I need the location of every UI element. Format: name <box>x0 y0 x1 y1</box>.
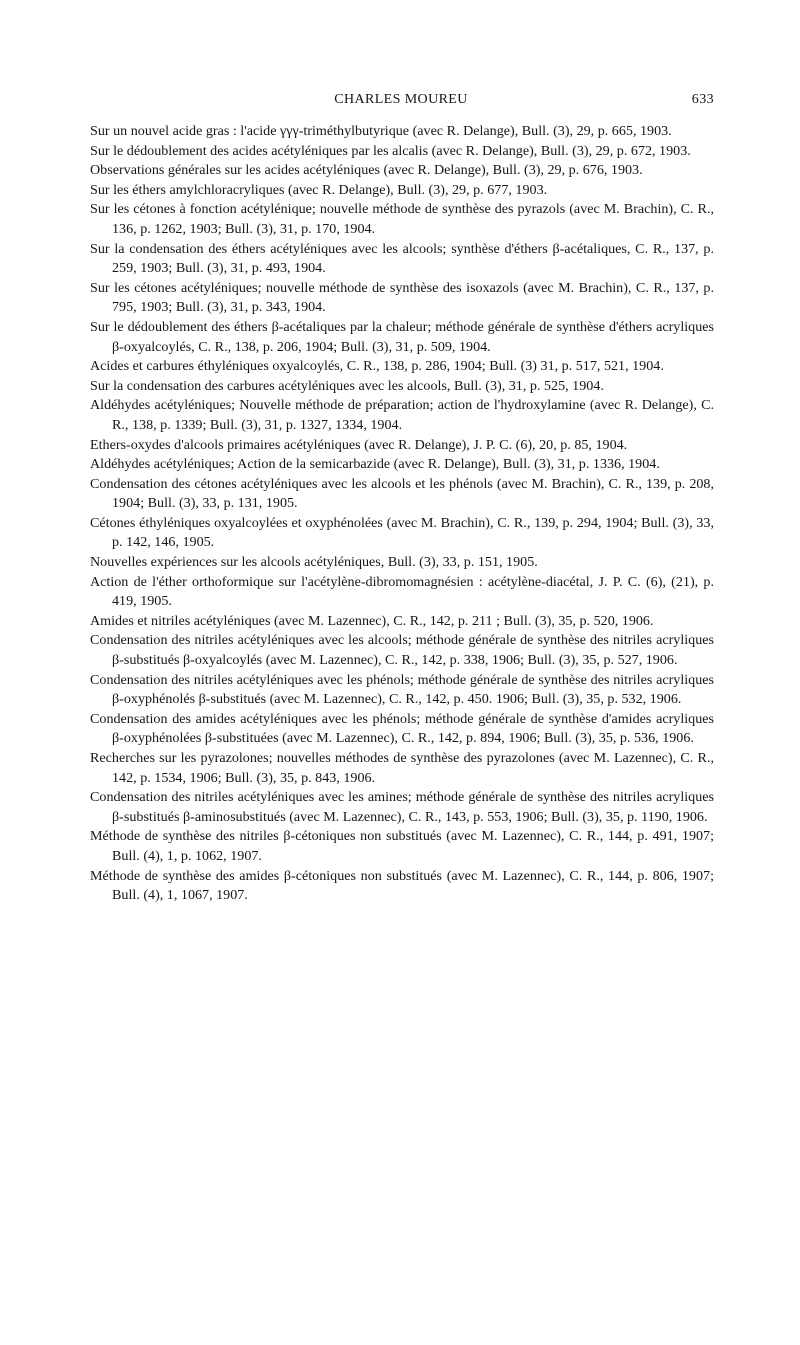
bibliography-entry: Cétones éthyléniques oxyalcoylées et oxyphénolées (avec M. Brachin), C. R., 139, p. 294, 1904; Bull. (3), 33, p. 142, 146, 1905. <box>90 514 714 551</box>
running-head-author: CHARLES MOUREU <box>334 92 468 107</box>
running-head <box>88 92 714 112</box>
bibliography-entry: Sur un nouvel acide gras : l'acide γγγ-triméthylbutyrique (avec R. Delange), Bull. (3), 29, p. 665, 1903. <box>90 123 672 139</box>
bibliography-entry: Aldéhydes acétyléniques; Nouvelle méthode de préparation; action de l'hydroxylamine (avec R. Delange), C. R., 138, p. 1339; Bull. (3), 31, p. 1327, 1334, 1904. <box>90 397 714 433</box>
bibliography-entry: Aldéhydes acétyléniques; Action de la semicarbazide (avec R. Delange), Bull. (3), 31, p. 1336, 1904. <box>90 456 660 473</box>
bibliography-entry: Sur la condensation des éthers acétyléniques avec les alcools; synthèse d'éthers β-acétaliques, C. R., 137, p. 259, 1903; Bull. (3), 31, p. 493, 1904. <box>90 240 714 277</box>
bibliography-entry: Condensation des nitriles acétyléniques avec les phénols; méthode générale de synthèse des nitriles acryliques β-oxyphénolés β-substitués (avec M. Lazennec), C. R., 142, p. 450. 1906; Bull. (3), 35, p. 532, 1906. <box>90 671 714 708</box>
bibliography-entry: Sur les éthers amylchloracryliques (avec R. Delange), Bull. (3), 29, p. 677, 1903. <box>90 181 548 198</box>
bibliography-entry: Sur la condensation des carbures acétyléniques avec les alcools, Bull. (3), 31, p. 525, 1904. <box>90 377 604 394</box>
bibliography-entry: Ethers-oxydes d'alcools primaires acétyléniques (avec R. Delange), J. P. C. (6), 20, p. 85, 1904. <box>90 436 628 453</box>
bibliography-entry: Sur le dédoublement des acides acétyléniques par les alcalis (avec R. Delange), Bull. (3), 29, p. 672, 1903. <box>90 142 691 159</box>
bibliography-entry: Sur le dédoublement des éthers β-acétaliques par la chaleur; méthode générale de synthèse d'éthers acryliques β-oxyalcoylés, C. R., 138, p. 206, 1904; Bull. (3), 31, p. 509, 1904. <box>90 318 714 355</box>
bibliography-entry: Condensation des amides acétyléniques avec les phénols; méthode générale de synthèse d'amides acryliques β-oxyphénolées β-substituées (avec M. Lazennec), C. R., 142, p. 894, 1906; Bull. (3), 35, p. 536, 1906. <box>90 710 714 747</box>
bibliography-entry: Condensation des cétones acétyléniques avec les alcools et les phénols (avec M. Brachin), C. R., 139, p. 208, 1904; Bull. (3), 33, p. 131, 1905. <box>90 475 714 512</box>
bibliography-entry: Méthode de synthèse des amides β-cétoniques non substitués (avec M. Lazennec), C. R., 144, p. 806, 1907; Bull. (4), 1, 1067, 1907. <box>90 867 714 904</box>
bibliography-entry: Sur les cétones acétyléniques; nouvelle méthode de synthèse des isoxazols (avec M. Brachin), C. R., 137, p. 795, 1903; Bull. (3), 31, p. 343, 1904. <box>90 279 714 316</box>
bibliography-entry: Condensation des nitriles acétyléniques avec les amines; méthode générale de synthèse des nitriles acryliques β-substitués β-aminosubstitués (avec M. Lazennec), C. R., 143, p. 553, 1906; Bull. (3), 35, p. 1190, 1906. <box>90 789 714 825</box>
bibliography-entry: Acides et carbures éthyléniques oxyalcoylés, C. R., 138, p. 286, 1904; Bull. (3) 31, p. 517, 521, 1904. <box>90 358 664 375</box>
bibliography-entry: Action de l'éther orthoformique sur l'acétylène-dibromomagnésien : acétylène-diacétal, J. P. C. (6), (21), p. 419, 1905. <box>90 573 714 610</box>
bibliography-list <box>90 122 714 906</box>
page-number: 633 <box>691 92 714 107</box>
bibliography-entry: Nouvelles expériences sur les alcools acétyléniques, Bull. (3), 33, p. 151, 1905. <box>90 554 538 571</box>
bibliography-entry: Amides et nitriles acétyléniques (avec M. Lazennec), C. R., 142, p. 211 ; Bull. (3), 35, p. 520, 1906. <box>90 612 654 629</box>
bibliography-entry: Méthode de synthèse des nitriles β-cétoniques non substitués (avec M. Lazennec), C. R., 144, p. 491, 1907; Bull. (4), 1, p. 1062, 1907. <box>90 828 714 864</box>
bibliography-entry: Recherches sur les pyrazolones; nouvelles méthodes de synthèse des pyrazolones (avec M. Lazennec), C. R., 142, p. 1534, 1906; Bull. (3), 35, p. 843, 1906. <box>90 750 714 786</box>
bibliography-entry: Condensation des nitriles acétyléniques avec les alcools; méthode générale de synthèse des nitriles acryliques β-substitués β-oxyalcoylés (avec M. Lazennec), C. R., 142, p. 338, 1906; Bull. (3), 35, p. 527, 1906. <box>90 632 714 669</box>
bibliography-entry: Observations générales sur les acides acétyléniques (avec R. Delange), Bull. (3), 29, p. 676, 1903. <box>90 162 643 179</box>
bibliography-entry: Sur les cétones à fonction acétylénique; nouvelle méthode de synthèse des pyrazols (avec M. Brachin), C. R., 136, p. 1262, 1903; Bull. (3), 31, p. 170, 1904. <box>90 201 714 237</box>
